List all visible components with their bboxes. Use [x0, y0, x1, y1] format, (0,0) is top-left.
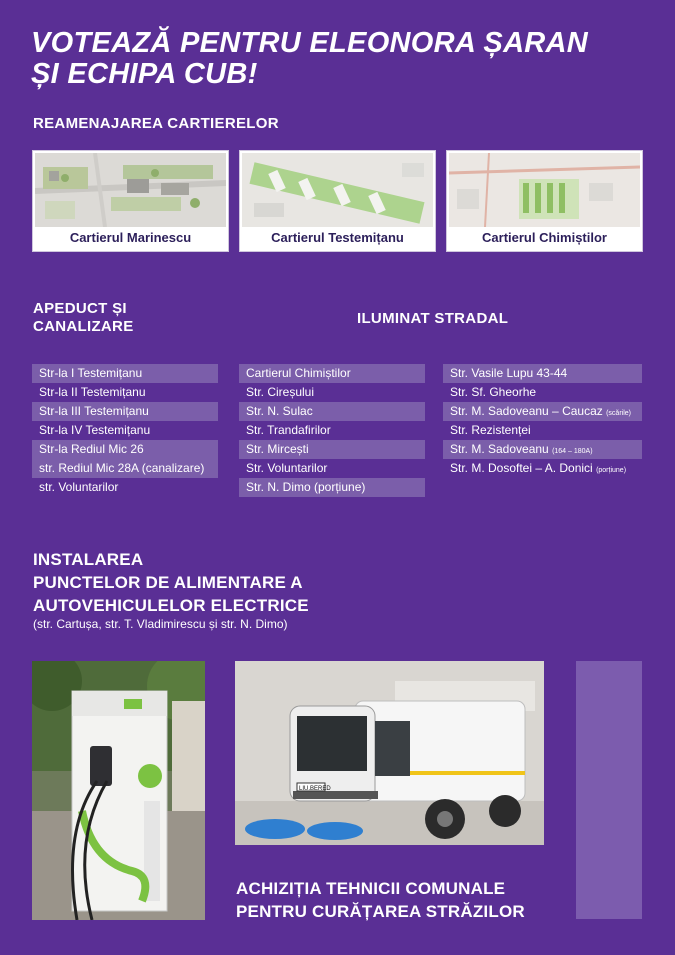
- license-plate: LIU.BERED: [299, 786, 331, 792]
- list-item-text: Str. M. Dosoftei – A. Donici: [450, 461, 597, 475]
- list-item-text: Str. Rezistenței: [450, 423, 531, 437]
- list-item-text: Str. Vasile Lupu 43-44: [450, 366, 568, 380]
- list-item: Str. N. Dimo (porțiune): [239, 478, 425, 497]
- list-item: [443, 402, 642, 421]
- card-chimistilor: [446, 150, 643, 252]
- card-testemitanu-caption: Cartierul Testemițanu: [271, 230, 404, 245]
- list-item: str. Voluntarilor: [39, 480, 119, 494]
- card-chimistilor-caption: Cartierul Chimiștilor: [482, 230, 607, 245]
- headline-line-1: VOTEAZĂ PENTRU ELEONORA ȘARAN: [31, 27, 589, 59]
- list-item: Str-la IV Testemițanu: [39, 423, 151, 437]
- list-item: Str-la Rediul Mic 26: [32, 440, 218, 459]
- list-item: Str. Trandafirilor: [246, 423, 331, 437]
- achizitia-title: [236, 877, 525, 923]
- list-item-note: (164 – 180A): [552, 448, 593, 455]
- list-item: Str-la III Testemițanu: [32, 402, 218, 421]
- iluminat-list-2: [443, 364, 642, 478]
- ev-charger-photo: [32, 661, 205, 920]
- headline: [31, 28, 588, 90]
- card-marinescu: [32, 150, 229, 252]
- list-item-text: Str. Sf. Gheorhe: [450, 385, 537, 399]
- list-item-text: Str. M. Sadoveanu: [450, 442, 553, 456]
- map-marinescu-image: [35, 153, 226, 227]
- instalarea-title: [33, 548, 309, 617]
- accent-bar: [576, 661, 642, 919]
- list-item-note: (porțiune): [596, 467, 627, 474]
- list-item: str. Rediul Mic 28A (canalizare): [32, 459, 218, 478]
- instalarea-line-2: PUNCTELOR DE ALIMENTARE A: [33, 573, 303, 592]
- instalarea-line-3: AUTOVEHICULELOR ELECTRICE: [33, 596, 309, 615]
- card-testemitanu: [239, 150, 436, 252]
- list-item: Str. N. Sulac: [239, 402, 425, 421]
- list-item: [443, 459, 642, 478]
- list-item: [443, 440, 642, 459]
- list-item: Str-la I Testemițanu: [32, 364, 218, 383]
- iluminat-title: ILUMINAT STRADAL: [357, 310, 509, 327]
- instalarea-line-1: INSTALAREA: [33, 550, 144, 569]
- street-sweeper-photo: [235, 661, 544, 845]
- list-item: [443, 421, 642, 440]
- map-testemitanu-image: [242, 153, 433, 227]
- list-item: Str. Voluntarilor: [246, 461, 328, 475]
- instalarea-subtitle: (str. Cartușa, str. T. Vladimirescu și str. N. Dimo): [33, 617, 288, 631]
- list-item: Str. Cireșului: [246, 385, 315, 399]
- list-item: [443, 383, 642, 402]
- achizitia-line-2: PENTRU CURĂȚAREA STRĂZILOR: [236, 902, 525, 921]
- list-item: Str. Mircești: [239, 440, 425, 459]
- list-item: Str-la II Testemițanu: [39, 385, 146, 399]
- achizitia-line-1: ACHIZIȚIA TEHNICII COMUNALE: [236, 879, 506, 898]
- list-item-note: (scările): [606, 410, 631, 417]
- apeduct-title-line-1: APEDUCT ȘI: [33, 300, 127, 317]
- reamenajare-title: REAMENAJAREA CARTIERELOR: [33, 115, 279, 132]
- map-chimistilor-image: [449, 153, 640, 227]
- headline-line-2: ȘI ECHIPA CUB!: [31, 58, 258, 90]
- card-marinescu-caption: Cartierul Marinescu: [69, 230, 192, 245]
- iluminat-list-1: [239, 364, 425, 497]
- apeduct-list: [32, 364, 218, 497]
- list-item-text: Str. M. Sadoveanu – Caucaz: [450, 404, 607, 418]
- apeduct-title: [33, 300, 134, 336]
- list-item: Cartierul Chimiștilor: [239, 364, 425, 383]
- apeduct-title-line-2: CANALIZARE: [33, 318, 134, 335]
- list-item: [443, 364, 642, 383]
